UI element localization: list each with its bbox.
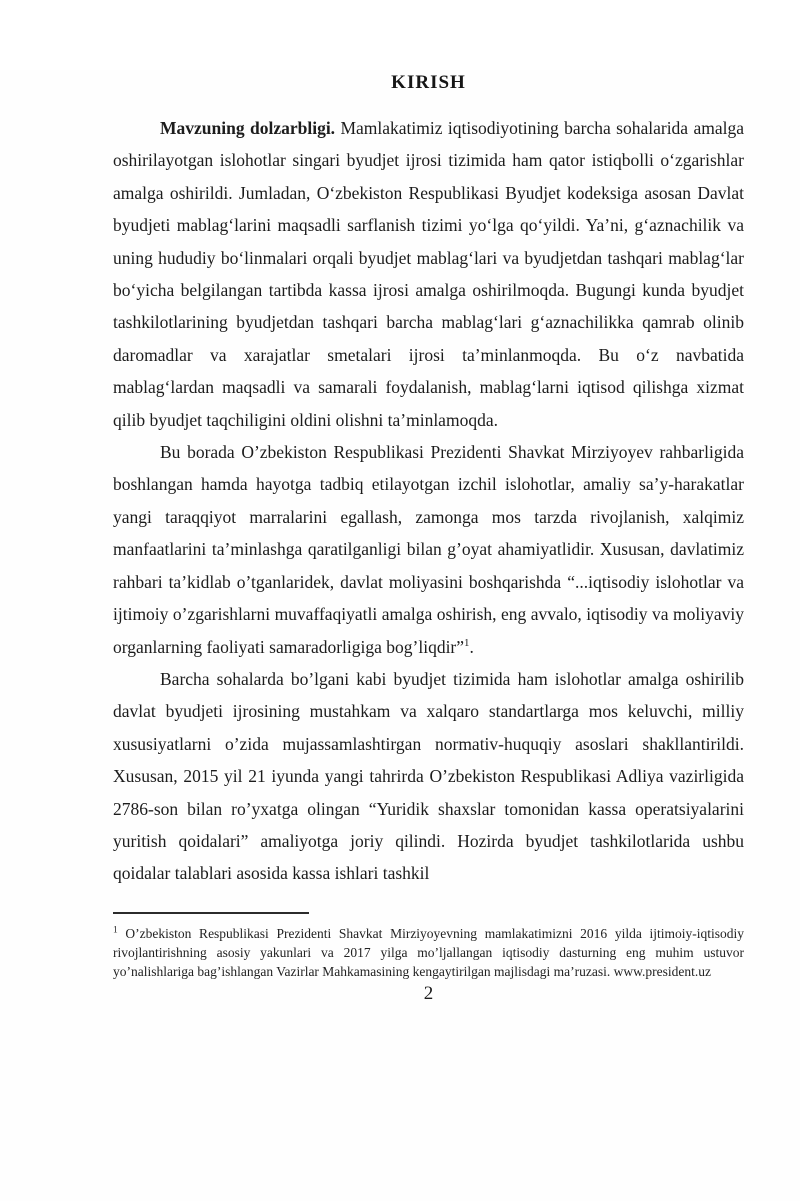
- paragraph-3-text: Barcha sohalarda bo’lgani kabi byudjet tizimida ham islohotlar amalga oshirilib davlat byudjeti ijrosining mustahkam va xalqaro standartlarga mos keluvchi, milliy xususiyatlarni o’zida mujassamlashtirgan normativ-huquqiy asoslari shakllantirildi. Xususan, 2015 yil 21 iyunda yangi tahrirda O’zbekiston Respublikasi Adliya vazirligida 2786-son bilan ro’yxatga olingan “Yuridik shaxslar tomonidan kassa operatsiyalarini yuritish qoidalari” amaliyotga joriy qilindi. Hozirda byudjet tashkilotlarida ushbu qoidalar talablari asosida kassa ishlari tashkil: [113, 668, 744, 884]
- page-number: 2: [423, 982, 434, 1004]
- footnote-reference: 1: [464, 636, 470, 649]
- paragraph-1: [113, 112, 744, 436]
- document-page: [0, 70, 800, 1201]
- footnote-separator: [113, 912, 309, 914]
- paragraph-1-lead: Mavzuning dolzarbligi.: [160, 118, 336, 138]
- footnote-number: 1: [113, 925, 118, 936]
- paragraph-2: [113, 436, 744, 663]
- footnote: [113, 924, 744, 981]
- paragraph-2-period: .: [469, 636, 474, 657]
- document-body: [113, 112, 744, 890]
- paragraph-3: [113, 663, 744, 890]
- paragraph-1-text: Mamlakatimiz iqtisodiyotining barcha sohalarida amalga oshirilayotgan islohotlar singari byudjet ijrosi tizimida ham qator istiqbolli o‘zgarishlar amalga oshirildi. Jumladan, O‘zbekiston Respublikasi Byudjet kodeksiga asosan Davlat byudjeti mablag‘larini maqsadli sarflanish tizimi yo‘lga qo‘yildi. Ya’ni, g‘aznachilik va uning hududiy bo‘linmalari orqali byudjet mablag‘lari va byudjetdan tashqari mablag‘lar bo‘yicha belgilangan tartibda kassa ijrosi amalga oshirilmoqda. Bugungi kunda byudjet tashkilotlarining byudjetdan tashqari barcha mablag‘lari g‘aznachilikka qamrab olinib daromadlar va xarajatlar smetalari ijrosi ta’minlanmoqda. Bu o‘z navbatida mablag‘lardan maqsadli va samarali foydalanish, mablag‘larni iqtisod qilishga xizmat qilib byudjet taqchiligini oldini olishni ta’minlamoqda.: [113, 118, 744, 430]
- footnote-text: O’zbekiston Respublikasi Prezidenti Shavkat Mirziyoyevning mamlakatimizni 2016 yilda ijtimoiy-iqtisodiy rivojlantirishning asosiy yakunlari va 2017 yilga mo’ljallangan iqtisodiy dasturning eng muhim ustuvor yo’nalishlariga bag’ishlangan Vazirlar Mahkamasining kengaytirilgan majlisdagi ma’ruzasi. www.president.uz: [113, 925, 744, 979]
- page-title: KIRISH: [391, 72, 466, 93]
- paragraph-2-text: Bu borada O’zbekiston Respublikasi Prezidenti Shavkat Mirziyoyev rahbarligida boshlangan hamda hayotga tadbiq etilayotgan izchil islohotlar, amaliy sa’y-harakatlar yangi taraqqiyot marralarini egallash, zamonga mos tarzda rivojlanish, xalqimiz manfaatlarini ta’minlashga qaratilganligi bilan g’oyat ahamiyatlidir. Xususan, davlatimiz rahbari ta’kidlab o’tganlaridek, davlat moliyasini boshqarishda “...iqtisodiy islohotlar va ijtimoiy o’zgarishlarni muvaffaqiyatli amalga oshirish, eng avvalo, iqtisodiy va moliyaviy organlarning faoliyati samaradorligiga bog’liqdir”: [113, 442, 744, 657]
